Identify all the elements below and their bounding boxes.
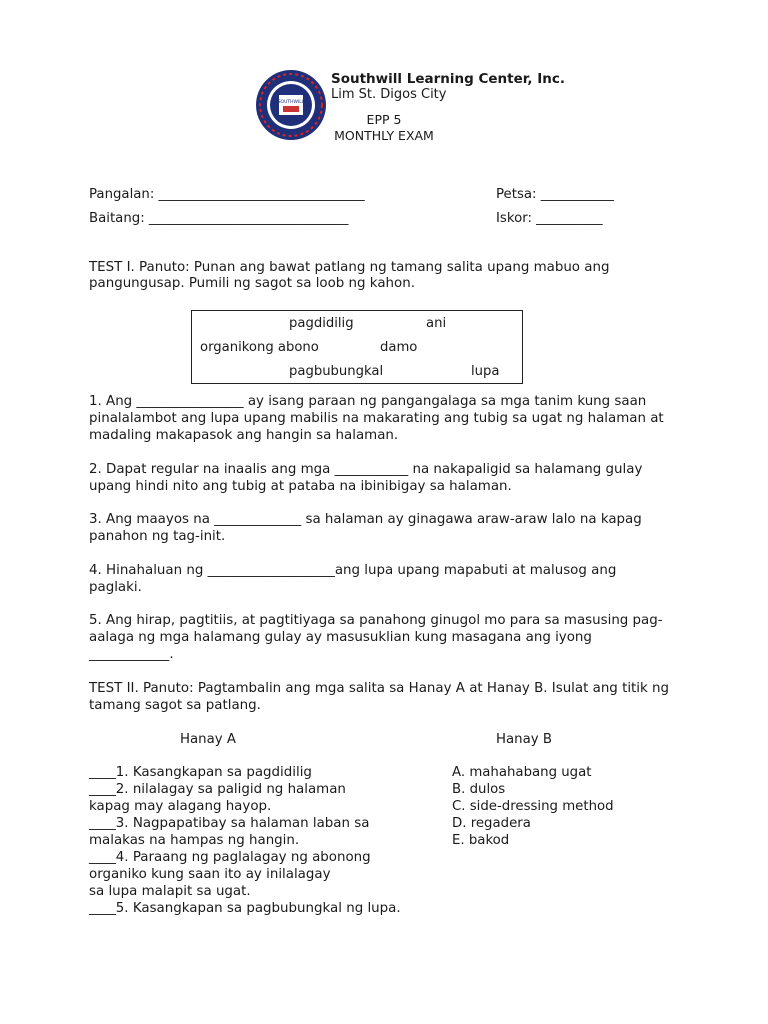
school-address: Lim St. Digos City — [331, 87, 447, 102]
test1-instruction-line: pangungusap. Pumili ng sagot sa loob ng kahon. — [89, 276, 415, 291]
column-b-item: B. dulos — [452, 782, 506, 797]
exam-subject: EPP 5 — [366, 112, 402, 127]
column-a-item: ____2. nilalagay sa paligid ng halaman — [89, 782, 346, 797]
logo-text: SOUTHWILL — [277, 100, 305, 105]
column-a-item: ____5. Kasangkapan sa pagbubungkal ng lupa. — [89, 901, 401, 916]
name-field[interactable]: Pangalan: _______________________________ — [89, 187, 365, 202]
column-a-item: sa lupa malapit sa ugat. — [89, 884, 251, 899]
question-2-line: upang hindi nito ang tubig at pataba na ibinibigay sa halaman. — [89, 479, 512, 494]
column-b-item: D. regadera — [452, 816, 531, 831]
question-3-line: 3. Ang maayos na _____________ sa halaman ay ginagawa araw-araw lalo na kapag — [89, 512, 642, 527]
choice-word: lupa — [471, 364, 500, 379]
column-b-item: E. bakod — [452, 833, 510, 848]
test2-instruction-line: TEST II. Panuto: Pagtambalin ang mga salita sa Hanay A at Hanay B. Isulat ang titik ng — [89, 681, 670, 696]
question-5-line: 5. Ang hirap, pagtitiis, at pagtitiyaga sa panahong ginugol mo para sa masusing pag- — [89, 613, 663, 628]
question-3-line: panahon ng tag-init. — [89, 529, 226, 544]
test2-instruction-line: tamang sagot sa patlang. — [89, 698, 261, 713]
column-b-title: Hanay B — [496, 732, 552, 747]
column-a-item: ____3. Nagpapatibay sa halaman laban sa — [89, 816, 370, 831]
question-5-line: aalaga ng mga halamang gulay ay masusuklian kung masagana ang iyong — [89, 630, 592, 645]
question-4-line: paglaki. — [89, 580, 142, 595]
choice-word: pagbubungkal — [289, 364, 384, 379]
date-field[interactable]: Petsa: ___________ — [496, 187, 614, 202]
column-a-item: malakas na hampas ng hangin. — [89, 833, 300, 848]
question-1-line: pinalalambot ang lupa upang mabilis na makarating ang tubig sa ugat ng halaman at — [89, 411, 664, 426]
column-a-title: Hanay A — [180, 732, 236, 747]
exam-type: MONTHLY EXAM — [334, 128, 434, 143]
choice-word: pagdidilig — [289, 316, 354, 331]
column-b-item: C. side-dressing method — [452, 799, 614, 814]
question-1-line: madaling makapasok ang hangin sa halaman. — [89, 428, 399, 443]
test1-instruction-line: TEST I. Panuto: Punan ang bawat patlang ng tamang salita upang mabuo ang — [89, 260, 610, 275]
column-a-item: ____4. Paraang ng paglalagay ng abonong — [89, 850, 371, 865]
school-name: Southwill Learning Center, Inc. — [331, 71, 566, 87]
choice-word: organikong abono — [200, 340, 319, 355]
grade-field[interactable]: Baitang: ______________________________ — [89, 211, 349, 226]
choice-word: damo — [380, 340, 418, 355]
column-a-item: organiko kung saan ito ay inilalagay — [89, 867, 331, 882]
column-a-item: ____1. Kasangkapan sa pagdidilig — [89, 765, 312, 780]
score-field[interactable]: Iskor: __________ — [496, 211, 603, 226]
column-a-item: kapag may alagang hayop. — [89, 799, 272, 814]
question-4-line: 4. Hinahaluan ng ___________________ang lupa upang mapabuti at malusog ang — [89, 563, 617, 578]
question-2-line: 2. Dapat regular na inaalis ang mga ___________ na nakapaligid sa halamang gulay — [89, 462, 643, 477]
question-5-line: ____________. — [89, 647, 174, 662]
word-choices-box — [191, 310, 523, 384]
question-1-line: 1. Ang ________________ ay isang paraan ng pangangalaga sa mga tanim kung saan — [89, 394, 647, 409]
choice-word: ani — [426, 316, 447, 331]
column-b-item: A. mahahabang ugat — [452, 765, 592, 780]
